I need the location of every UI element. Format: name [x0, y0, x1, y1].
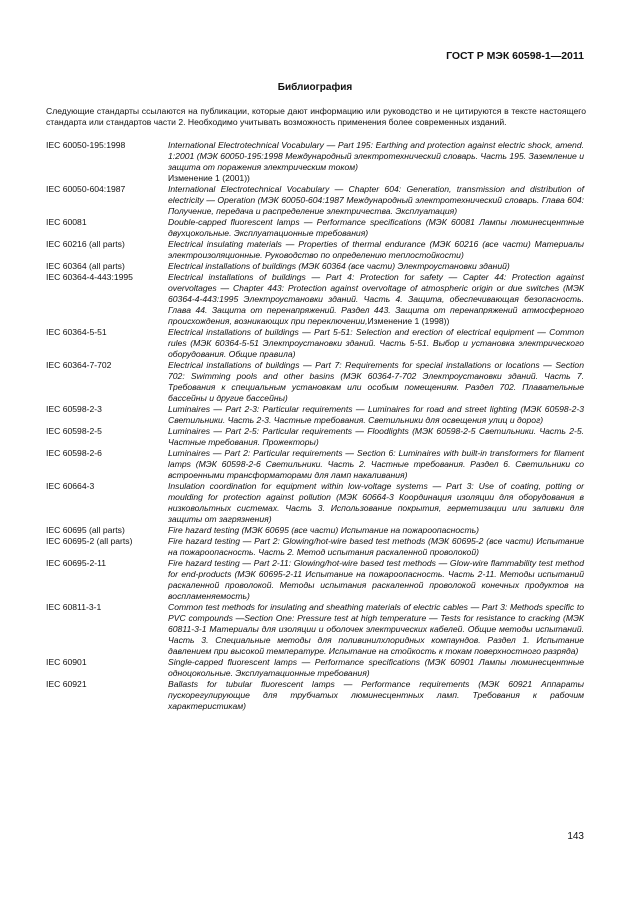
entry-description: Electrical installations of buildings — Part 7: Requirements for special installations or locations — Section 702: Swimming pools and other basins (МЭК 60364-7-702 Электроустановки зданий. Часть 7. Требования к специальным установкам или особым помещениям. Раздел 702. Плавательные бассейны и другие бассейны): [168, 360, 584, 403]
entry-amendment: Изменение 1 (2001)): [168, 173, 250, 183]
entry-code: IEC 60364-5-51: [46, 327, 107, 337]
entry-description: Luminaires — Part 2: Particular requirements — Section 6: Luminaires with built-in transformers for filament lamps (МЭК 60598-2-6 Светильники. Часть 2. Частные требования. Раздел 6. Светильники со встроенными трансформаторами для ламп накаливания): [168, 448, 584, 480]
entry-text: Electrical installations of buildings — Part 4: Protection for safety — Capter 44: Protection against overvoltages — Chapter 443: Protection against overvoltage of atmospheric origin or due switches (МЭК 60364-4-443:1995 Электроустановки зданий. Часть 4. Защита, обеспечивающая безопасность. Глава 44. Защита от перенапряжений. Раздел 443. Защита от перенапряжений атмосферного происхождения, возникающих при переключении,: [168, 272, 584, 326]
entry-description: Double-capped fluorescent lamps — Performance specifications (МЭК 60081 Лампы люминесцентные двухцокольные. Эксплуатационные требования): [168, 217, 584, 238]
bibliography-list: [46, 140, 584, 712]
bibliography-entry: [46, 272, 584, 327]
entry-description: [168, 272, 584, 327]
bibliography-entry: [46, 140, 584, 184]
bibliography-entry: [46, 525, 584, 536]
entry-code: IEC 60811-3-1: [46, 602, 102, 612]
entry-code: IEC 60664-3: [46, 481, 95, 491]
bibliography-entry: [46, 327, 584, 360]
bibliography-entry: [46, 239, 584, 261]
entry-description: [168, 140, 584, 184]
bibliography-entry: [46, 184, 584, 217]
entry-code: IEC 60364-4-443:1995: [46, 272, 133, 282]
standard-header: ГОСТ Р МЭК 60598-1—2011: [446, 50, 584, 62]
entry-description: Fire hazard testing (МЭК 60695 (все части) Испытание на пожароопасность): [168, 525, 480, 535]
bibliography-entry: [46, 481, 584, 525]
entry-description: Luminaires — Part 2-3: Particular requirements — Luminaires for road and street lighting (МЭК 60598-2-3 Светильники. Часть 2-3. Частные требования. Светильники для освещения улиц и дорог): [168, 404, 584, 425]
page-title: Библиография: [277, 82, 353, 93]
bibliography-entry: [46, 657, 584, 679]
bibliography-entry: [46, 679, 584, 712]
bibliography-entry: [46, 448, 584, 481]
entry-code: IEC 60216 (all parts): [46, 239, 125, 249]
bibliography-entry: [46, 536, 584, 558]
bibliography-entry: [46, 360, 584, 404]
entry-description: Electrical installations of buildings — Part 5-51: Selection and erection of electrical equipment — Common rules (МЭК 60364-5-51 Электроустановки зданий. Часть 5-51. Выбор и установка электрического оборудования. Общие правила): [168, 327, 584, 359]
entry-code: IEC 60364 (all parts): [46, 261, 125, 271]
entry-description: Electrical insulating materials — Properties of thermal endurance (МЭК 60216 (все части) Материалы электроизоляционные. Руководство по определению теплостойкости): [168, 239, 584, 260]
entry-description: Luminaires — Part 2-5: Particular requirements — Floodlights (МЭК 60598-2-5 Светильники. Часть 2-5. Частные требования. Прожекторы): [168, 426, 584, 447]
entry-code: IEC 60050-195:1998: [46, 140, 126, 150]
entry-code: IEC 60364-7-702: [46, 360, 112, 370]
bibliography-entry: [46, 558, 584, 602]
entry-description: Ballasts for tubular fluorescent lamps — Performance requirements (МЭК 60921 Аппараты пускорегулирующие для трубчатых люминесцентных ламп. Требования к рабочим характеристикам): [168, 679, 584, 711]
entry-code: IEC 60695-2 (all parts): [46, 536, 133, 546]
entry-description: International Electrotechnical Vocabulary — Chapter 604: Generation, transmission and distribution of electricity — Operation (МЭК 60050-604:1987 Международный электротехнический словарь. Глава 604: Получение, передача и распределение электричества. Эксплуатация): [168, 184, 584, 216]
entry-description: Common test methods for insulating and sheathing materials of electric cables — Part 3: Methods specific to PVC compounds —Section One: Pressure test at high temperature — Tests for resistance to cracking (МЭК 60811-3-1 Материалы для изоляции и оболочек электрических кабелей. Общие методы испытаний. Часть 3. Специальные методы для поливинилхлоридных компаундов. Раздел 1. Испытание давлением при высокой температуре. Испытание на стойкость к токам поверхностного разряда): [168, 602, 584, 656]
entry-code: IEC 60901: [46, 657, 87, 667]
entry-code: IEC 60081: [46, 217, 87, 227]
bibliography-entry: [46, 261, 584, 272]
entry-code: IEC 60050-604:1987: [46, 184, 126, 194]
bibliography-entry: [46, 217, 584, 239]
bibliography-entry: [46, 602, 584, 657]
intro-paragraph: Следующие стандарты ссылаются на публикации, которые дают информацию или руководство и не цитируются в тексте настоящего стандарта или стандартов части 2. Необходимо учитывать возможность применения более современных изданий.: [46, 106, 586, 127]
entry-description: Single-capped fluorescent lamps — Performance specifications (МЭК 60901 Лампы люминесцентные одноцокольные. Эксплуатационные требования): [168, 657, 584, 678]
entry-code: IEC 60921: [46, 679, 87, 689]
page-number: 143: [567, 831, 584, 842]
entry-description: Insulation coordination for equipment within low-voltage systems — Part 3: Use of coating, potting or moulding for protection against pollution (МЭК 60664-3 Координация изоляции для оборудования в низковольтных системах. Часть 3. Использование покрытия, герметизации или заливки для защиты от загрязнения): [168, 481, 584, 524]
entry-code: IEC 60598-2-6: [46, 448, 102, 458]
entry-code: IEC 60598-2-3: [46, 404, 102, 414]
entry-code: IEC 60695-2-11: [46, 558, 107, 568]
entry-code: IEC 60598-2-5: [46, 426, 102, 436]
entry-code: IEC 60695 (all parts): [46, 525, 125, 535]
entry-amendment: Изменение 1 (1998)): [367, 316, 450, 326]
entry-description: Electrical installations of buildings (МЭК 60364 (все части) Электроустановки зданий): [168, 261, 510, 271]
bibliography-entry: [46, 426, 584, 448]
entry-description: Fire hazard testing — Part 2: Glowing/hot-wire based test methods (МЭК 60695-2 (все части) Испытание на пожароопасность. Часть 2. Метод испытания раскаленной проволокой): [168, 536, 584, 557]
bibliography-entry: [46, 404, 584, 426]
entry-description: Fire hazard testing — Part 2-11: Glowing/hot-wire based test methods — Glow-wire flammability test method for end-products (МЭК 60695-2-11 Испытание на пожароопасность. Часть 2-11. Методы испытаний раскаленной проволокой. Методы испытания раскаленной проволокой конечных продуктов на воспламеняемость): [168, 558, 584, 601]
entry-text: International Electrotechnical Vocabulary — Part 195: Earthing and protection against electric shock, amend. 1:2001 (МЭК 60050-195:1998 Международный электротехнический словарь. Часть 195. Заземление и защита от поражения электрическим током): [168, 140, 584, 172]
